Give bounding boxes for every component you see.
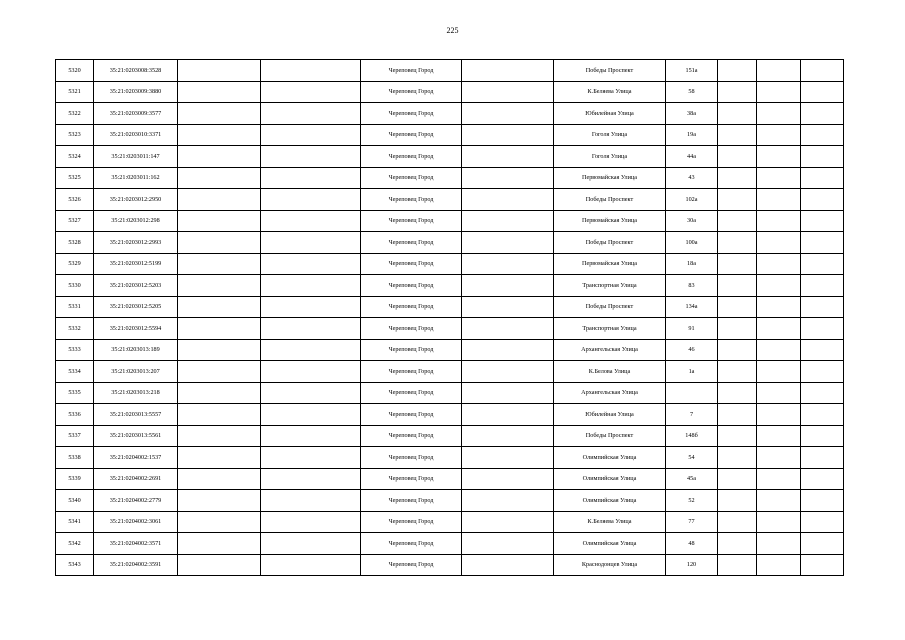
col-empty-6-cell	[462, 60, 554, 82]
table-row	[56, 554, 844, 576]
house-number-cell: 43	[666, 167, 718, 189]
col-empty-3-cell	[178, 275, 261, 297]
table-row	[56, 275, 844, 297]
col-empty-9-cell	[718, 511, 757, 533]
col-empty-9-cell	[718, 318, 757, 340]
table-row	[56, 490, 844, 512]
settlement-cell: Череповец Город	[361, 511, 462, 533]
page-number: 225	[446, 26, 459, 35]
street-cell: Транспортная Улица	[554, 318, 666, 340]
col-empty-3-cell	[178, 318, 261, 340]
col-empty-4-cell	[261, 533, 361, 555]
settlement-cell: Череповец Город	[361, 533, 462, 555]
row-number-cell: 5327	[56, 210, 94, 232]
col-empty-4-cell	[261, 361, 361, 383]
col-empty-4-cell	[261, 490, 361, 512]
table-row	[56, 468, 844, 490]
table-row	[56, 167, 844, 189]
col-empty-9-cell	[718, 404, 757, 426]
row-number-cell: 5331	[56, 296, 94, 318]
table-row	[56, 533, 844, 555]
street-cell: Олимпийская Улица	[554, 468, 666, 490]
table-row	[56, 425, 844, 447]
col-empty-6-cell	[462, 468, 554, 490]
col-empty-3-cell	[178, 339, 261, 361]
col-empty-4-cell	[261, 103, 361, 125]
settlement-cell: Череповец Город	[361, 447, 462, 469]
house-number-cell: 54	[666, 447, 718, 469]
col-empty-10-cell	[757, 533, 801, 555]
col-empty-11-cell	[801, 232, 844, 254]
col-empty-10-cell	[757, 404, 801, 426]
col-empty-9-cell	[718, 468, 757, 490]
col-empty-6-cell	[462, 124, 554, 146]
col-empty-11-cell	[801, 167, 844, 189]
col-empty-3-cell	[178, 490, 261, 512]
street-cell: Победы Проспект	[554, 425, 666, 447]
house-number-cell: 100а	[666, 232, 718, 254]
street-cell: Победы Проспект	[554, 296, 666, 318]
street-cell: Гоголя Улица	[554, 124, 666, 146]
col-empty-11-cell	[801, 533, 844, 555]
col-empty-3-cell	[178, 533, 261, 555]
settlement-cell: Череповец Город	[361, 146, 462, 168]
col-empty-10-cell	[757, 103, 801, 125]
col-empty-11-cell	[801, 511, 844, 533]
house-number-cell: 58	[666, 81, 718, 103]
house-number-cell	[666, 382, 718, 404]
col-empty-11-cell	[801, 60, 844, 82]
col-empty-4-cell	[261, 146, 361, 168]
col-empty-3-cell	[178, 189, 261, 211]
settlement-cell: Череповец Город	[361, 425, 462, 447]
house-number-cell: 83	[666, 275, 718, 297]
cadastral-number-cell: 35:21:0203012:5199	[94, 253, 178, 275]
col-empty-11-cell	[801, 318, 844, 340]
house-number-cell: 91	[666, 318, 718, 340]
settlement-cell: Череповец Город	[361, 296, 462, 318]
col-empty-3-cell	[178, 468, 261, 490]
cadastral-number-cell: 35:21:0203013:5557	[94, 404, 178, 426]
col-empty-9-cell	[718, 275, 757, 297]
col-empty-9-cell	[718, 232, 757, 254]
table-row	[56, 189, 844, 211]
col-empty-10-cell	[757, 361, 801, 383]
table-row	[56, 447, 844, 469]
row-number-cell: 5333	[56, 339, 94, 361]
col-empty-3-cell	[178, 447, 261, 469]
col-empty-6-cell	[462, 339, 554, 361]
row-number-cell: 5332	[56, 318, 94, 340]
street-cell: Олимпийская Улица	[554, 490, 666, 512]
settlement-cell: Череповец Город	[361, 468, 462, 490]
row-number-cell: 5323	[56, 124, 94, 146]
col-empty-10-cell	[757, 554, 801, 576]
col-empty-6-cell	[462, 425, 554, 447]
table-row	[56, 210, 844, 232]
col-empty-10-cell	[757, 124, 801, 146]
row-number-cell: 5320	[56, 60, 94, 82]
table-row	[56, 296, 844, 318]
cadastral-number-cell: 35:21:0204002:3571	[94, 533, 178, 555]
col-empty-3-cell	[178, 404, 261, 426]
table-row	[56, 404, 844, 426]
table-row	[56, 124, 844, 146]
col-empty-9-cell	[718, 361, 757, 383]
row-number-cell: 5325	[56, 167, 94, 189]
col-empty-11-cell	[801, 339, 844, 361]
col-empty-9-cell	[718, 382, 757, 404]
col-empty-4-cell	[261, 447, 361, 469]
col-empty-9-cell	[718, 60, 757, 82]
col-empty-3-cell	[178, 167, 261, 189]
col-empty-6-cell	[462, 490, 554, 512]
settlement-cell: Череповец Город	[361, 318, 462, 340]
col-empty-6-cell	[462, 382, 554, 404]
col-empty-6-cell	[462, 318, 554, 340]
col-empty-11-cell	[801, 425, 844, 447]
col-empty-10-cell	[757, 425, 801, 447]
col-empty-4-cell	[261, 339, 361, 361]
row-number-cell: 5326	[56, 189, 94, 211]
cadastral-number-cell: 35:21:0204002:3591	[94, 554, 178, 576]
col-empty-3-cell	[178, 511, 261, 533]
settlement-cell: Череповец Город	[361, 189, 462, 211]
col-empty-10-cell	[757, 189, 801, 211]
col-empty-3-cell	[178, 232, 261, 254]
house-number-cell: 151а	[666, 60, 718, 82]
col-empty-10-cell	[757, 210, 801, 232]
cadastral-number-cell: 35:21:0203012:5203	[94, 275, 178, 297]
col-empty-11-cell	[801, 253, 844, 275]
house-number-cell: 102а	[666, 189, 718, 211]
table-row	[56, 339, 844, 361]
col-empty-4-cell	[261, 124, 361, 146]
col-empty-4-cell	[261, 210, 361, 232]
house-number-cell: 38а	[666, 103, 718, 125]
settlement-cell: Череповец Город	[361, 404, 462, 426]
cadastral-number-cell: 35:21:0204002:2779	[94, 490, 178, 512]
street-cell: Олимпийская Улица	[554, 447, 666, 469]
house-number-cell: 46	[666, 339, 718, 361]
col-empty-6-cell	[462, 103, 554, 125]
col-empty-11-cell	[801, 124, 844, 146]
col-empty-9-cell	[718, 425, 757, 447]
table-body	[56, 60, 844, 576]
cadastral-number-cell: 35:21:0204002:3061	[94, 511, 178, 533]
house-number-cell: 77	[666, 511, 718, 533]
cadastral-number-cell: 35:21:0203012:5205	[94, 296, 178, 318]
cadastral-number-cell: 35:21:0203008:3528	[94, 60, 178, 82]
col-empty-9-cell	[718, 81, 757, 103]
row-number-cell: 5329	[56, 253, 94, 275]
row-number-cell: 5339	[56, 468, 94, 490]
col-empty-11-cell	[801, 490, 844, 512]
table-row	[56, 382, 844, 404]
house-number-cell: 45а	[666, 468, 718, 490]
settlement-cell: Череповец Город	[361, 103, 462, 125]
street-cell: Первомайская Улица	[554, 167, 666, 189]
col-empty-3-cell	[178, 124, 261, 146]
col-empty-6-cell	[462, 447, 554, 469]
col-empty-4-cell	[261, 296, 361, 318]
col-empty-11-cell	[801, 361, 844, 383]
street-cell: Архангельская Улица	[554, 382, 666, 404]
col-empty-9-cell	[718, 490, 757, 512]
col-empty-10-cell	[757, 146, 801, 168]
row-number-cell: 5337	[56, 425, 94, 447]
settlement-cell: Череповец Город	[361, 382, 462, 404]
col-empty-4-cell	[261, 167, 361, 189]
col-empty-4-cell	[261, 318, 361, 340]
col-empty-11-cell	[801, 103, 844, 125]
street-cell: К.Беляева Улица	[554, 81, 666, 103]
col-empty-9-cell	[718, 124, 757, 146]
street-cell: Транспортная Улица	[554, 275, 666, 297]
col-empty-6-cell	[462, 361, 554, 383]
col-empty-9-cell	[718, 103, 757, 125]
col-empty-9-cell	[718, 146, 757, 168]
col-empty-10-cell	[757, 339, 801, 361]
cadastral-number-cell: 35:21:0203012:298	[94, 210, 178, 232]
house-number-cell: 120	[666, 554, 718, 576]
col-empty-3-cell	[178, 361, 261, 383]
col-empty-3-cell	[178, 103, 261, 125]
house-number-cell: 7	[666, 404, 718, 426]
col-empty-6-cell	[462, 554, 554, 576]
row-number-cell: 5341	[56, 511, 94, 533]
street-cell: Юбилейная Улица	[554, 404, 666, 426]
house-number-cell: 44а	[666, 146, 718, 168]
house-number-cell: 148б	[666, 425, 718, 447]
cadastral-number-cell: 35:21:0203010:3371	[94, 124, 178, 146]
row-number-cell: 5342	[56, 533, 94, 555]
street-cell: Победы Проспект	[554, 60, 666, 82]
settlement-cell: Череповец Город	[361, 253, 462, 275]
settlement-cell: Череповец Город	[361, 81, 462, 103]
street-cell: Первомайская Улица	[554, 253, 666, 275]
house-number-cell: 30а	[666, 210, 718, 232]
street-cell: Олимпийская Улица	[554, 533, 666, 555]
cadastral-number-cell: 35:21:0204002:2691	[94, 468, 178, 490]
col-empty-4-cell	[261, 253, 361, 275]
table-row	[56, 511, 844, 533]
street-cell: Архангельская Улица	[554, 339, 666, 361]
col-empty-10-cell	[757, 275, 801, 297]
col-empty-4-cell	[261, 60, 361, 82]
col-empty-11-cell	[801, 189, 844, 211]
row-number-cell: 5330	[56, 275, 94, 297]
col-empty-3-cell	[178, 81, 261, 103]
house-number-cell: 1а	[666, 361, 718, 383]
col-empty-9-cell	[718, 533, 757, 555]
col-empty-10-cell	[757, 318, 801, 340]
cadastral-number-cell: 35:21:0203013:5561	[94, 425, 178, 447]
col-empty-10-cell	[757, 167, 801, 189]
col-empty-4-cell	[261, 81, 361, 103]
table-row	[56, 60, 844, 82]
col-empty-10-cell	[757, 60, 801, 82]
street-cell: К.Беляева Улица	[554, 511, 666, 533]
col-empty-11-cell	[801, 275, 844, 297]
col-empty-9-cell	[718, 253, 757, 275]
settlement-cell: Череповец Город	[361, 60, 462, 82]
settlement-cell: Череповец Город	[361, 124, 462, 146]
col-empty-10-cell	[757, 296, 801, 318]
col-empty-6-cell	[462, 81, 554, 103]
table-row	[56, 146, 844, 168]
row-number-cell: 5334	[56, 361, 94, 383]
col-empty-9-cell	[718, 210, 757, 232]
col-empty-3-cell	[178, 60, 261, 82]
col-empty-4-cell	[261, 554, 361, 576]
row-number-cell: 5324	[56, 146, 94, 168]
col-empty-4-cell	[261, 189, 361, 211]
street-cell: Победы Проспект	[554, 189, 666, 211]
street-cell: Краснодонцев Улица	[554, 554, 666, 576]
registry-table	[55, 59, 844, 576]
settlement-cell: Череповец Город	[361, 275, 462, 297]
col-empty-3-cell	[178, 253, 261, 275]
house-number-cell: 18а	[666, 253, 718, 275]
col-empty-3-cell	[178, 296, 261, 318]
cadastral-number-cell: 35:21:0203011:162	[94, 167, 178, 189]
col-empty-4-cell	[261, 511, 361, 533]
col-empty-4-cell	[261, 404, 361, 426]
col-empty-6-cell	[462, 404, 554, 426]
house-number-cell: 19а	[666, 124, 718, 146]
col-empty-4-cell	[261, 425, 361, 447]
col-empty-11-cell	[801, 146, 844, 168]
col-empty-10-cell	[757, 81, 801, 103]
col-empty-11-cell	[801, 296, 844, 318]
settlement-cell: Череповец Город	[361, 490, 462, 512]
cadastral-number-cell: 35:21:0203012:5594	[94, 318, 178, 340]
row-number-cell: 5338	[56, 447, 94, 469]
row-number-cell: 5328	[56, 232, 94, 254]
settlement-cell: Череповец Город	[361, 339, 462, 361]
col-empty-3-cell	[178, 210, 261, 232]
col-empty-9-cell	[718, 296, 757, 318]
col-empty-11-cell	[801, 404, 844, 426]
col-empty-10-cell	[757, 232, 801, 254]
col-empty-9-cell	[718, 554, 757, 576]
col-empty-6-cell	[462, 275, 554, 297]
col-empty-4-cell	[261, 382, 361, 404]
col-empty-3-cell	[178, 554, 261, 576]
street-cell: Победы Проспект	[554, 232, 666, 254]
settlement-cell: Череповец Город	[361, 554, 462, 576]
col-empty-4-cell	[261, 232, 361, 254]
street-cell: К.Белова Улица	[554, 361, 666, 383]
table-row	[56, 232, 844, 254]
col-empty-9-cell	[718, 447, 757, 469]
col-empty-6-cell	[462, 210, 554, 232]
table-row	[56, 361, 844, 383]
row-number-cell: 5335	[56, 382, 94, 404]
table-row	[56, 81, 844, 103]
col-empty-6-cell	[462, 146, 554, 168]
col-empty-4-cell	[261, 275, 361, 297]
col-empty-10-cell	[757, 468, 801, 490]
table-row	[56, 253, 844, 275]
row-number-cell: 5340	[56, 490, 94, 512]
col-empty-10-cell	[757, 253, 801, 275]
col-empty-11-cell	[801, 210, 844, 232]
col-empty-4-cell	[261, 468, 361, 490]
col-empty-10-cell	[757, 511, 801, 533]
col-empty-6-cell	[462, 296, 554, 318]
col-empty-9-cell	[718, 189, 757, 211]
col-empty-11-cell	[801, 468, 844, 490]
col-empty-9-cell	[718, 167, 757, 189]
col-empty-10-cell	[757, 382, 801, 404]
col-empty-3-cell	[178, 425, 261, 447]
col-empty-6-cell	[462, 253, 554, 275]
cadastral-number-cell: 35:21:0203012:2993	[94, 232, 178, 254]
col-empty-10-cell	[757, 447, 801, 469]
col-empty-6-cell	[462, 189, 554, 211]
row-number-cell: 5343	[56, 554, 94, 576]
cadastral-number-cell: 35:21:0203013:218	[94, 382, 178, 404]
street-cell: Юбилейная Улица	[554, 103, 666, 125]
row-number-cell: 5336	[56, 404, 94, 426]
col-empty-6-cell	[462, 533, 554, 555]
col-empty-10-cell	[757, 490, 801, 512]
col-empty-6-cell	[462, 511, 554, 533]
settlement-cell: Череповец Город	[361, 210, 462, 232]
cadastral-number-cell: 35:21:0203009:3880	[94, 81, 178, 103]
house-number-cell: 48	[666, 533, 718, 555]
cadastral-number-cell: 35:21:0204002:1537	[94, 447, 178, 469]
house-number-cell: 134а	[666, 296, 718, 318]
col-empty-9-cell	[718, 339, 757, 361]
cadastral-number-cell: 35:21:0203013:207	[94, 361, 178, 383]
col-empty-11-cell	[801, 447, 844, 469]
cadastral-number-cell: 35:21:0203011:147	[94, 146, 178, 168]
col-empty-3-cell	[178, 382, 261, 404]
col-empty-3-cell	[178, 146, 261, 168]
col-empty-6-cell	[462, 167, 554, 189]
col-empty-6-cell	[462, 232, 554, 254]
settlement-cell: Череповец Город	[361, 167, 462, 189]
row-number-cell: 5321	[56, 81, 94, 103]
settlement-cell: Череповец Город	[361, 361, 462, 383]
row-number-cell: 5322	[56, 103, 94, 125]
col-empty-11-cell	[801, 81, 844, 103]
settlement-cell: Череповец Город	[361, 232, 462, 254]
house-number-cell: 52	[666, 490, 718, 512]
cadastral-number-cell: 35:21:0203009:3577	[94, 103, 178, 125]
table-row	[56, 103, 844, 125]
col-empty-11-cell	[801, 554, 844, 576]
table-row	[56, 318, 844, 340]
col-empty-11-cell	[801, 382, 844, 404]
cadastral-number-cell: 35:21:0203013:189	[94, 339, 178, 361]
cadastral-number-cell: 35:21:0203012:2950	[94, 189, 178, 211]
street-cell: Гоголя Улица	[554, 146, 666, 168]
street-cell: Первомайская Улица	[554, 210, 666, 232]
